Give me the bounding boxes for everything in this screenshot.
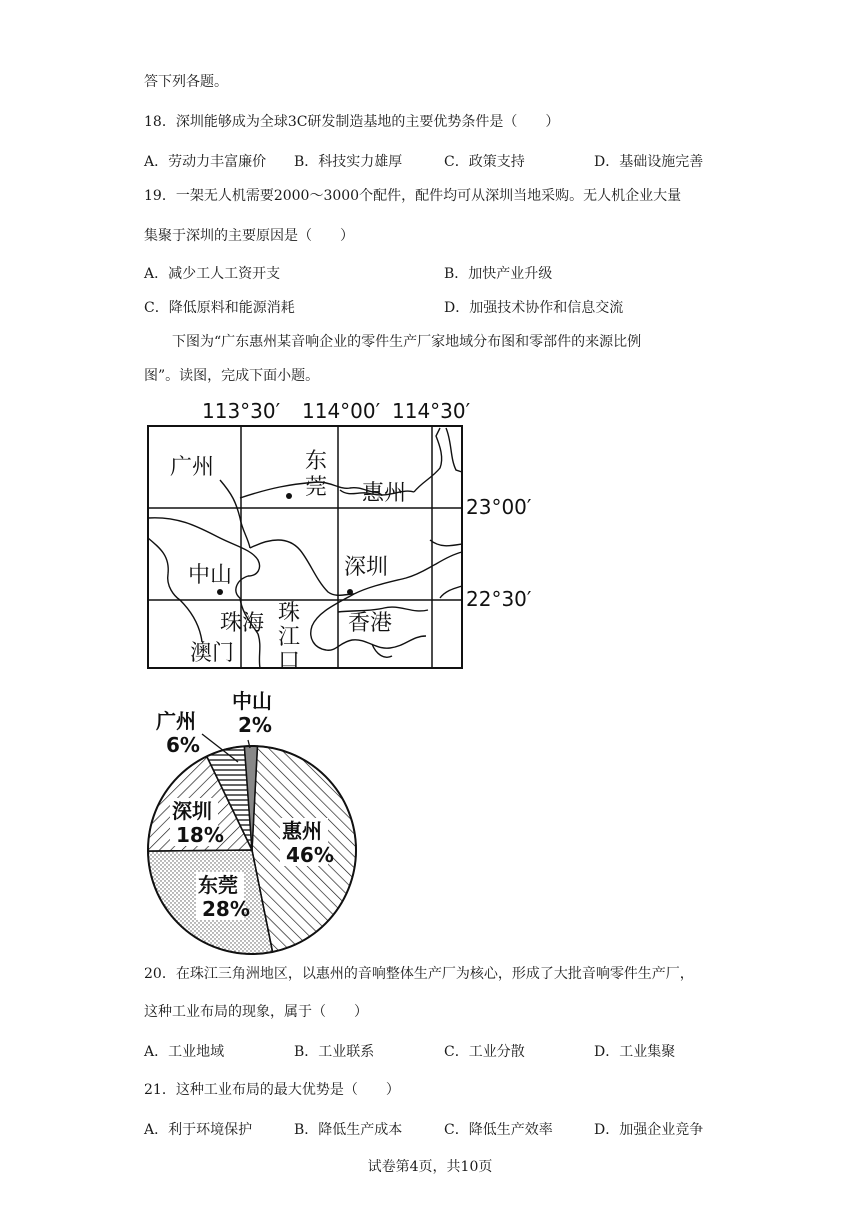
q19-option-a[interactable]: A．减少工人工资开支 (144, 266, 281, 282)
q19-option-c[interactable]: C．降低原料和能源消耗 (144, 300, 295, 316)
label-zhuhai: 珠海 (220, 611, 265, 636)
question-20-stem-line2: 这种工业布局的现象，属于（ ） (144, 1004, 368, 1020)
q19-option-d[interactable]: D．加强技术协作和信息交流 (444, 300, 624, 316)
location-map (140, 398, 560, 688)
label-zhongshan: 中山 (188, 563, 233, 588)
label-zhujiangkou-2: 江 (278, 625, 301, 650)
source-ratio-pie-chart (140, 688, 380, 958)
label-shenzhen: 深圳 (344, 555, 389, 580)
pie-label-huizhou-name: 惠州 (282, 819, 322, 843)
q21-option-d[interactable]: D．加强企业竞争 (594, 1122, 704, 1138)
page-footer: 试卷第4页，共10页 (367, 1159, 493, 1175)
lon-label-114-00: 114°00′ (302, 399, 381, 423)
pie-label-guangzhou-value: 6% (166, 733, 200, 757)
pie-label-zhongshan-value: 2% (238, 713, 272, 737)
label-zhujiangkou-1: 珠 (278, 601, 301, 626)
pie-svg (140, 688, 380, 958)
dongguan-dot (286, 493, 292, 499)
lat-label-22-30: 22°30′ (466, 587, 532, 611)
q20-option-d[interactable]: D．工业集聚 (594, 1044, 676, 1060)
question-19-stem-line1: 19．一架无人机需要2000～3000个配件，配件均可从深圳当地采购。无人机企业大量 (144, 188, 682, 204)
label-huizhou: 惠州 (362, 481, 407, 506)
lon-label-113-30: 113°30′ (202, 399, 281, 423)
q20-option-c[interactable]: C．工业分散 (444, 1044, 525, 1060)
q18-option-a[interactable]: A．劳动力丰富廉价 (144, 154, 267, 170)
q20-option-b[interactable]: B．工业联系 (294, 1044, 375, 1060)
label-xianggang: 香港 (348, 611, 393, 636)
lon-label-114-30: 114°30′ (392, 399, 471, 423)
label-dongguan-1: 东 (305, 449, 328, 474)
pie-label-dongguan-value: 28% (202, 897, 250, 921)
question-18-stem: 18．深圳能够成为全球3C研发制造基地的主要优势条件是（ ） (144, 114, 560, 130)
zhongshan-dot (217, 589, 223, 595)
q18-option-c[interactable]: C．政策支持 (444, 154, 525, 170)
q21-option-b[interactable]: B．降低生产成本 (294, 1122, 403, 1138)
q21-option-a[interactable]: A．利于环境保护 (144, 1122, 253, 1138)
label-zhujiangkou-3: 口 (278, 649, 301, 674)
question-21-stem: 21．这种工业布局的最大优势是（ ） (144, 1082, 400, 1098)
pie-label-guangzhou-name: 广州 (156, 709, 196, 733)
map-svg (140, 398, 560, 688)
intro-text: 答下列各题。 (144, 74, 228, 90)
pie-label-zhongshan-name: 中山 (232, 689, 272, 713)
passage-line1: 下图为“广东惠州某音响企业的零件生产厂家地域分布图和零部件的来源比例 (172, 334, 642, 350)
question-20-stem-line1: 20．在珠江三角洲地区，以惠州的音响整体生产厂为核心，形成了大批音响零件生产厂， (144, 966, 694, 982)
pie-label-dongguan-name: 东莞 (198, 873, 238, 897)
pie-label-shenzhen-name: 深圳 (172, 799, 212, 823)
lat-label-23-00: 23°00′ (466, 495, 532, 519)
pie-label-shenzhen-value: 18% (176, 823, 224, 847)
label-aomen: 澳门 (190, 641, 235, 666)
label-dongguan-2: 莞 (305, 475, 328, 500)
question-19-stem-line2: 集聚于深圳的主要原因是（ ） (144, 228, 354, 244)
pie-label-huizhou-value: 46% (286, 843, 334, 867)
q18-option-b[interactable]: B．科技实力雄厚 (294, 154, 403, 170)
passage-line2: 图”。读图，完成下面小题。 (144, 368, 320, 384)
label-guangzhou: 广州 (170, 455, 215, 480)
q21-option-c[interactable]: C．降低生产效率 (444, 1122, 553, 1138)
q20-option-a[interactable]: A．工业地域 (144, 1044, 225, 1060)
shenzhen-dot (347, 589, 353, 595)
q19-option-b[interactable]: B．加快产业升级 (444, 266, 553, 282)
q18-option-d[interactable]: D．基础设施完善 (594, 154, 704, 170)
